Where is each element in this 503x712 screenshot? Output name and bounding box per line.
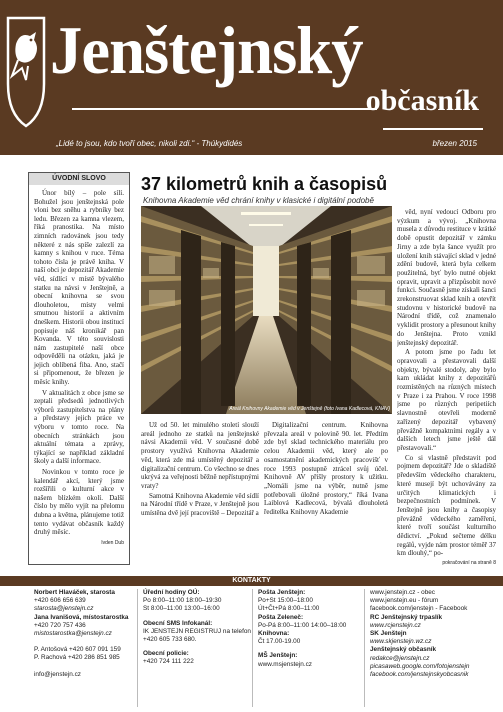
contacts-services <box>258 589 346 669</box>
contact-heading: Pošta Jenštejn: <box>258 589 306 596</box>
library-shelves-illustration <box>141 206 392 414</box>
masthead-rule <box>72 108 377 110</box>
contact-name: Jana Ivanišová, místostarostka <box>34 613 129 621</box>
editorial-sidebar <box>28 172 130 565</box>
library-shelves-photo <box>141 206 392 414</box>
contact-heading: SK Jenštejn <box>370 630 407 638</box>
contact-heading: Obecní SMS Infokanál: <box>143 619 213 627</box>
article-column-3 <box>397 208 496 566</box>
masthead-rule-short <box>383 128 483 130</box>
contacts-divider <box>364 589 365 707</box>
continued-note: pokračování na straně 8 <box>442 560 496 566</box>
sidebar-paragraph: V aktualitách z obce jsme se zeptali předsedů jednotlivých výborů zastupitelstva na plány a představy jejich práce ve výboru v tomto roce. Na obecních stránkách jsou aktuální témata a zprávy, týkající se například základní školy a další informace. <box>34 388 124 466</box>
bird-crest-icon <box>4 14 48 129</box>
contact-hours: St 8:00–11:00 13:00–16:00 <box>143 605 220 613</box>
contact-email[interactable]: mistostarostka@jenstejn.cz <box>34 630 112 638</box>
contact-link[interactable]: www.rcjenstejn.cz <box>370 621 421 629</box>
article-paragraph: A potom jsme po řadu let opravovali a přestavovali další objekty, bývalé stodoly, aby bylo kam ukládat knihy z depozitářů rozmístěných na různých místech v Praze i za Prahou. V roce 1998 jsme po různých peripetiích slavnostně otevřeli moderně zařízený depozitář vybavený převážně kompaktními regály a v dalších letech jsme ještě dál přestavovali.“ <box>397 348 496 452</box>
contact-link[interactable]: facebook.com/jenstejn - Facebook <box>370 605 468 613</box>
article-paragraph: věd, nyní vedoucí Odboru pro výzkum a vývoj. „Knihovna musela z důvodu restituce v krátké době opustit depozitář v zámku Jirny a zde byla šance využít pro uložení knih stávající sklad v jedné zdění budově, která byla celkem použitelná, byť bylo nutné objekt opravit, upravit a přizpůsobit nové funkci. Současně jsme získali šanci zrekonstruovat sklad knih a otevřít studovnu v historické budově na Národní třídě, což znamenalo vyklidit prostory a přesunout knihy do Jenštejna. Proto vznikl jenštejnský depozitář. <box>397 208 496 347</box>
photo-caption: Areál Knihovny Akademie věd v Jenštejně (foto Ivana Kadlecová, KNAV) <box>229 406 390 412</box>
contact-sms-info: IK JENSTEJN REGISTRUJ na telefon +420 605 733 680. <box>143 627 251 644</box>
contact-hours: Čt 17.00-19.00 <box>258 638 301 646</box>
sidebar-body <box>29 185 129 551</box>
contacts-divider <box>252 589 253 707</box>
article-deck: Knihovna Akademie věd chrání knihy v klasické i digitální podobě <box>143 196 374 205</box>
spacer <box>34 638 128 646</box>
sidebar-paragraph: Únor bílý – pole sílí. Bohužel jsou jenštejnská pole vloni bez sněhu a rybníky bez ledu. Březen za kamna vlezem, říká pranostika. Na místo zimních radovánek jsou tedy některé z nás spíše zalezlí za kamny s knihou v ruce. Téma tohoto čísla je právě kniha. V naší obci je depozitář Akademie věd, sídlící v místě bývalého statku na návsi v Jenštejně, a obecní knihovna se svou dlouholetou, místy velmi smutnou historií a aktivním dneškem. Historii obou institucí popisuje náš kronikář pan Kovanda. V této souvislosti nám zastupitelé naší obce odpověděli na otázku, jaká je jejich oblíbená fiba. Ano, stačí si připomenout, že březen je měsíc knihy. <box>34 189 124 387</box>
contacts-officials <box>34 589 128 679</box>
article-paragraph: Už od 50. let minulého století slouží areál jednoho ze statků na jenštejnské návsi Akademii věd. V současné době prostory využívá Knihovna Akademie věd, která zde má umístěný depozitář a digitalizační centrum. Co všechno se dnes ukrývá za veřejnosti běžně nepřístupnými vraty? <box>141 421 259 490</box>
contact-heading: RC Jenštejnský trpaslík <box>370 613 443 621</box>
article-paragraph: Digitalizační centrum. Knihovna převzala areál v polovině 90. let. Předtím zde byl sklad technického materiálu pro celou Akademii věd, který ale po osamostatnění akademických pracovišť v roce 1993 postupně ztrácel svůj účel. Knihovně AV přišly prostory k užitku. „Nomáli jsme na výběr, nutně jsme potřebovali úložné prostory,“ říká Ivana Laiblová Kadlecová, bývalá dlouholetá ředitelka Knihovny Akademie <box>264 421 388 517</box>
contact-phone[interactable]: P. Antošová +420 607 091 159 <box>34 646 121 654</box>
contact-heading: MŠ Jenštejn: <box>258 652 298 660</box>
contact-link[interactable]: www.skjenstejn.wz.cz <box>370 638 432 646</box>
contact-link[interactable]: www.jenstejn.cz - obec <box>370 589 435 596</box>
sidebar-paragraph: Novinkou v tomto roce je kalendář akcí, který jsme rozšířili o kulturní akce v našem blízkém okolí. Další číslo by mělo vyjít na přelomu dubna a května, plánujeme totiž tento vydávat občasník každý druhý měsíc. <box>34 468 124 537</box>
spacer <box>34 663 128 671</box>
contact-link[interactable]: picasaweb.google.com/fotojenstejn <box>370 662 470 670</box>
contacts-office-hours <box>143 589 251 667</box>
contact-heading: Jenštejnský občasník <box>370 646 437 654</box>
contact-heading: Knihovna: <box>258 630 290 638</box>
masthead-quote: „Lidé to jsou, kdo tvoří obec, nikoli zdi.“ - Thúkydidés <box>56 139 243 148</box>
issue-date: březen 2015 <box>432 139 477 148</box>
contacts-heading: KONTAKTY <box>0 576 503 586</box>
contact-link[interactable]: www.msjenstejn.cz <box>258 660 312 668</box>
contact-hours: Po-Pá 8:00–11:00 14:00–18:00 <box>258 621 347 629</box>
article-paragraph: Samotná Knihovna Akademie věd sídlí na Národní třídě v Praze, v Jenštejně jsou umístěna dvě její pracoviště – Depozitář a <box>141 491 259 518</box>
contact-phone[interactable]: +420 606 656 639 <box>34 597 86 605</box>
article-headline: 37 kilometrů knih a časopisů <box>141 174 388 194</box>
contact-phone[interactable]: +420 720 757 436 <box>34 621 86 629</box>
masthead-subtitle: občasník <box>365 84 479 117</box>
contact-hours: Po+St 15:00–18:00 <box>258 597 313 605</box>
contact-email[interactable]: info@jenstejn.cz <box>34 670 81 678</box>
contact-email[interactable]: starosta@jenstejn.cz <box>34 605 94 613</box>
masthead <box>0 0 503 155</box>
contact-link[interactable]: facebook.com/jenstejnskyobcasnik <box>370 671 469 679</box>
contact-heading: Obecní policie: <box>143 650 189 658</box>
article-paragraph: Co si vlastně představit pod pojmem depozitář? Jde o skladiště především vědeckého charakteru, které musejí být uchovávány za určitých klimatických i bezpečnostních podmínek. V Jenštejně jsou knihy a časopisy převážně vědeckého zaměření, které tvoří součást kulturního dědictví. „Pokud sečteme délku regálů, vyjde nám prostor téměř 37 km dlouhý,“ po- <box>397 453 496 558</box>
contact-phone[interactable]: +420 724 111 222 <box>143 658 194 666</box>
article-column-1 <box>141 421 259 566</box>
contact-email[interactable]: redakce@jenstejn.cz <box>370 654 430 662</box>
contact-link[interactable]: www.jenstejn.eu - fórum <box>370 597 439 605</box>
sidebar-heading: ÚVODNÍ SLOVO <box>29 173 129 185</box>
contacts-web <box>370 589 469 679</box>
article-column-2 <box>264 421 388 566</box>
contact-name: Norbert Hlaváček, starosta <box>34 589 115 596</box>
contact-heading: Pošta Zeleneč: <box>258 613 304 621</box>
contact-hours: Út+Čt+Pá 8:00–11:00 <box>258 605 320 613</box>
contact-hours: Po 8:00–11:00 18:00–19:30 <box>143 597 222 605</box>
masthead-title: Jenštejnský <box>50 12 363 88</box>
contact-heading: Úřední hodiny OÚ: <box>143 589 200 596</box>
contact-phone[interactable]: P. Rachová +420 286 851 985 <box>34 654 120 662</box>
contacts-divider <box>137 589 138 707</box>
sidebar-signature: Ivden Dub <box>101 539 124 546</box>
